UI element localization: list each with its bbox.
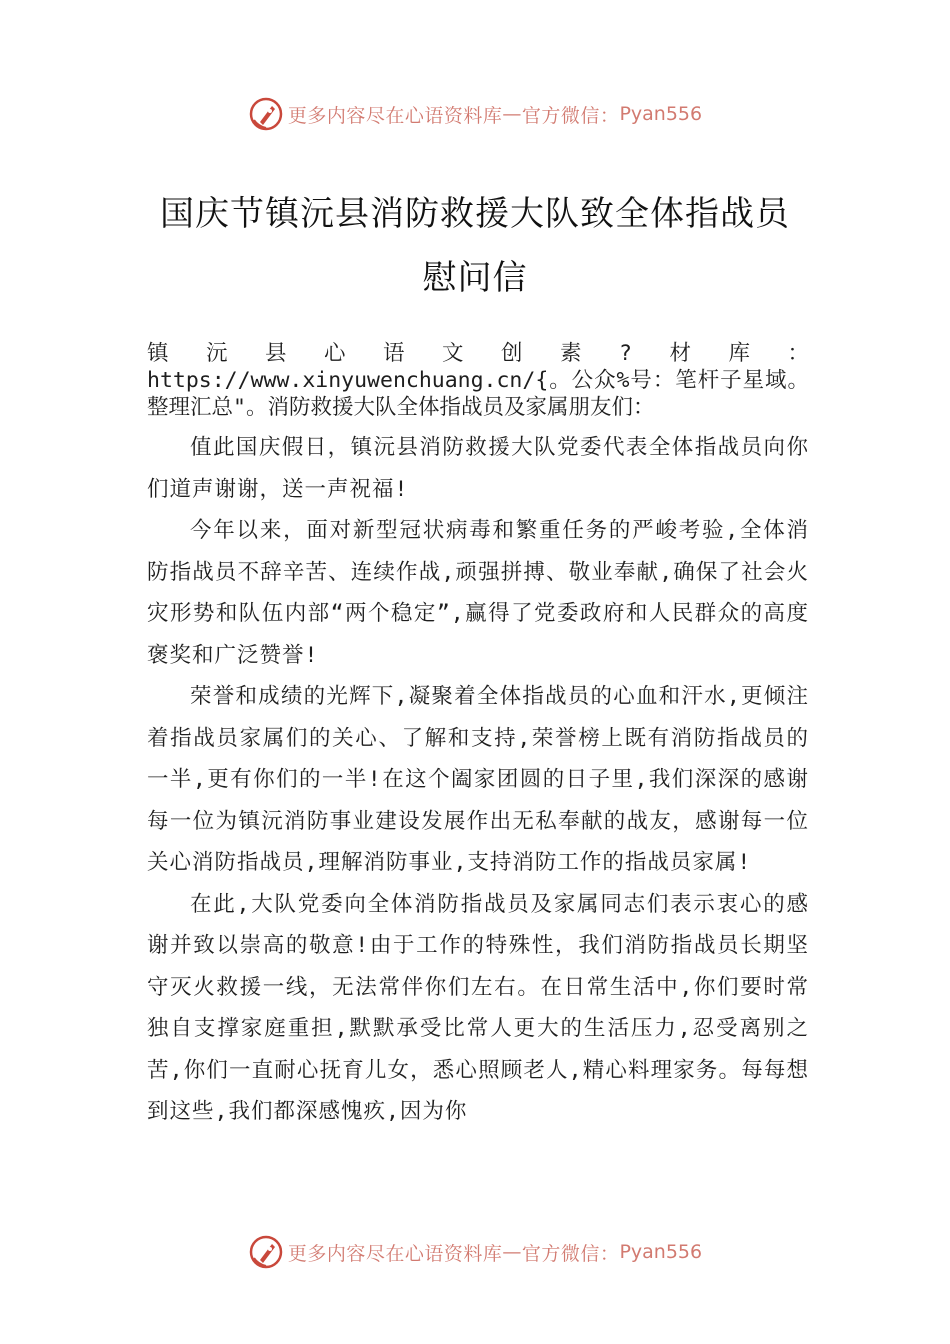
banner-wechat-label: 官方微信： — [521, 1242, 620, 1265]
footer-banner — [0, 1232, 950, 1272]
document-body — [147, 340, 809, 1133]
paragraph: 荣誉和成绩的光辉下,凝聚着全体指战员的心血和汗水,更倾注着指战员家属们的关心、了解和支持,荣誉榜上既有消防指战员的一半,更有你们的一半!在这个阖家团圆的日子里,我们深深的感谢每一位为镇沅消防事业建设发展作出无私奉献的战友，感谢每一位关心消防指战员,理解消防事业,支持消防工作的指战员家属! — [147, 684, 809, 875]
banner-separator: — — [502, 103, 522, 125]
page-title-line-2: 慰问信 — [422, 258, 528, 298]
pen-nib-logo-icon — [248, 1234, 284, 1270]
banner-wechat-id: Pyan556 — [619, 103, 703, 125]
paragraph: 今年以来，面对新型冠状病毒和繁重任务的严峻考验,全体消防指战员不辞辛苦、连续作战,顽强拼搏、敬业奉献,确保了社会火灾形势和队伍内部“两个稳定”,赢得了党委政府和人民群众的高度褒奖和广泛赞誉! — [147, 518, 809, 668]
banner-wechat-id: Pyan556 — [619, 1241, 703, 1263]
header-banner — [0, 94, 950, 134]
paragraph: 值此国庆假日，镇沅县消防救援大队党委代表全体指战员向你们道声谢谢，送一声祝福! — [147, 435, 809, 502]
paragraph: 在此,大队党委向全体消防指战员及家属同志们表示衷心的感谢并致以崇高的敬意!由于工作的特殊性，我们消防指战员长期坚守灭火救援一线，无法常伴你们左右。在日常生活中,你们要时常独自支撑家庭重担,默默承受比常人更大的生活压力,忍受离别之苦,你们一直耐心抚育儿女，悉心照顾老人,精心料理家务。每每想到这些,我们都深感愧疚,因为你 — [147, 891, 809, 1124]
document-intro: 镇沅县心语文创素?材库：https://www.xinyuwenchuang.cn/{。公众%号：笔杆子星域。整理汇总"。消防救援大队全体指战员及家属朋友们： — [147, 341, 809, 420]
banner-text: 更多内容尽在心语资料库 — [287, 104, 503, 127]
banner-text: 更多内容尽在心语资料库 — [287, 1242, 503, 1265]
pen-nib-logo-icon — [248, 96, 284, 132]
page-title-line-1: 国庆节镇沅县消防救援大队致全体指战员 — [160, 194, 790, 234]
banner-separator: — — [502, 1241, 522, 1263]
banner-wechat-label: 官方微信： — [521, 104, 620, 127]
